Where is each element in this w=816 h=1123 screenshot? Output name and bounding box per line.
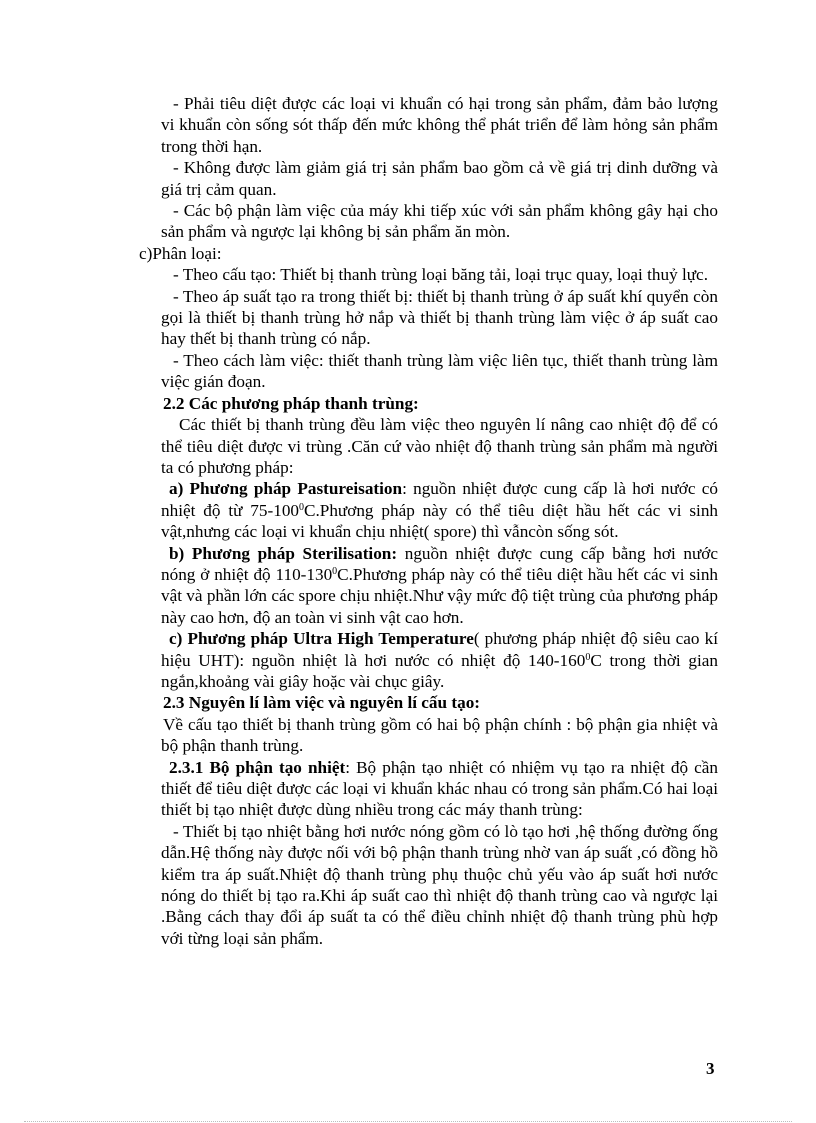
requirement-item: - Không được làm giảm giá trị sản phẩm bao gồm cả về giá trị dinh dưỡng và giá trị cảm quan. (161, 158, 718, 199)
degree-superscript: 0 (332, 565, 338, 577)
principles-intro: Về cấu tạo thiết bị thanh trùng gồm có hai bộ phận chính : bộ phận gia nhiệt và bộ phận thanh trùng. (161, 714, 718, 756)
page-bottom-border (24, 1121, 792, 1122)
page-content (139, 93, 719, 949)
method-label: b) Phương pháp Sterilisation: (169, 543, 398, 563)
method-text: C.Phương pháp này có thể tiêu diệt hầu hết các vi sinh vật và phần lớn các spore chịu nhiệt.Như vậy mức độ tiệt trùng của phương pháp này cao hơn, độ an toàn vi sinh vật cao hơn. (161, 564, 719, 627)
methods-intro: Các thiết bị thanh trùng đều làm việc theo nguyên lí nâng cao nhiệt độ để có thể tiêu diệt được vi trùng .Căn cứ vào nhiệt độ thanh trùng sản phẩm mà người ta có phương pháp: (161, 415, 718, 477)
heat-generator-paragraph (161, 757, 718, 821)
method-uht (161, 628, 718, 692)
classification-item: - Theo áp suất tạo ra trong thiết bị: thiết bị thanh trùng ở áp suất khí quyển còn gọi là thiết bị thanh trùng hở nắp và thiết bị thanh trùng làm việc ở áp suất cao hay thết bị thanh trùng có nắp. (161, 286, 718, 349)
method-text: ( phương pháp nhiệt độ siêu cao kí hiệu UHT): nguồn nhiệt là hơi nước có nhiệt độ 140-160 (161, 629, 718, 670)
method-label: c) Phương pháp Ultra High Temperature (169, 629, 474, 649)
method-text: nguồn nhiệt được cung cấp bằng hơi nước nóng ở nhiệt độ 110-130 (161, 543, 719, 584)
classification-label: c)Phân loại: (139, 243, 222, 263)
method-text: C.Phương pháp này có thể tiêu diệt hầu hết các vi sinh vật,nhưng các loại vi khuẩn chịu nhiệt( spore) thì vẫncòn sống sót. (161, 500, 719, 542)
subsection-heading: 2.3.1 Bộ phận tạo nhiệt (169, 757, 346, 777)
section-heading-principles: 2.3 Nguyên lí làm việc và nguyên lí cấu tạo: (163, 693, 481, 713)
method-text: : nguồn nhiệt được cung cấp là hơi nước có nhiệt độ từ 75-100 (161, 479, 718, 520)
page-number: 3 (706, 1059, 715, 1078)
degree-superscript: 0 (299, 501, 305, 513)
classification-item: - Theo cấu tạo: Thiết bị thanh trùng loại băng tải, loại trục quay, loại thuỷ lực. (173, 265, 708, 285)
classification-item: - Theo cách làm việc: thiết thanh trùng làm việc liên tục, thiết thanh trùng làm việc gián đoạn. (161, 350, 718, 392)
requirement-item: - Phải tiêu diệt được các loại vi khuẩn có hại trong sản phẩm, đảm bảo lượng vi khuẩn còn sống sót thấp đến mức không thể phát triển để làm hỏng sản phẩm trong thời hạn. (161, 94, 718, 156)
steam-generator-item: - Thiết bị tạo nhiệt bằng hơi nước nóng gồm có lò tạo hơi ,hệ thống đường ống dẫn.Hệ thống này được nối với bộ phận thanh trùng nhờ van áp suất ,có đồng hồ kiểm tra áp suất.Nhiệt độ thanh trùng phụ thuộc chủ yếu vào áp suất hơi nước nóng do thiết bị tạo ra.Khi áp suất cao thì nhiệt độ thanh trùng cao và ngược lại .Bằng cách thay đổi áp suất ta có thể điều chỉnh nhiệt độ thanh trùng phù hợp với từng loại sản phẩm. (161, 821, 718, 948)
requirement-item: - Các bộ phận làm việc của máy khi tiếp xúc với sản phẩm không gây hại cho sản phẩm và ngược lại không bị sản phẩm ăn mòn. (161, 201, 718, 242)
method-sterilisation (161, 543, 718, 629)
method-text: C trong thời gian ngắn,khoảng vài giây hoặc vài chục giây. (161, 650, 718, 691)
section-heading-methods: 2.2 Các phương pháp thanh trùng: (163, 393, 419, 413)
method-label: a) Phương pháp Pastureisation (169, 479, 403, 499)
subsection-text: : Bộ phận tạo nhiệt có nhiệm vụ tạo ra nhiệt độ cần thiết để tiêu diệt được các loại vi khuẩn khác nhau có trong sản phẩm.Có hai loại thiết bị tạo nhiệt được dùng nhiều trong các máy thanh trùng: (161, 757, 719, 820)
degree-superscript: 0 (585, 651, 591, 663)
method-pasteurisation (161, 478, 718, 542)
